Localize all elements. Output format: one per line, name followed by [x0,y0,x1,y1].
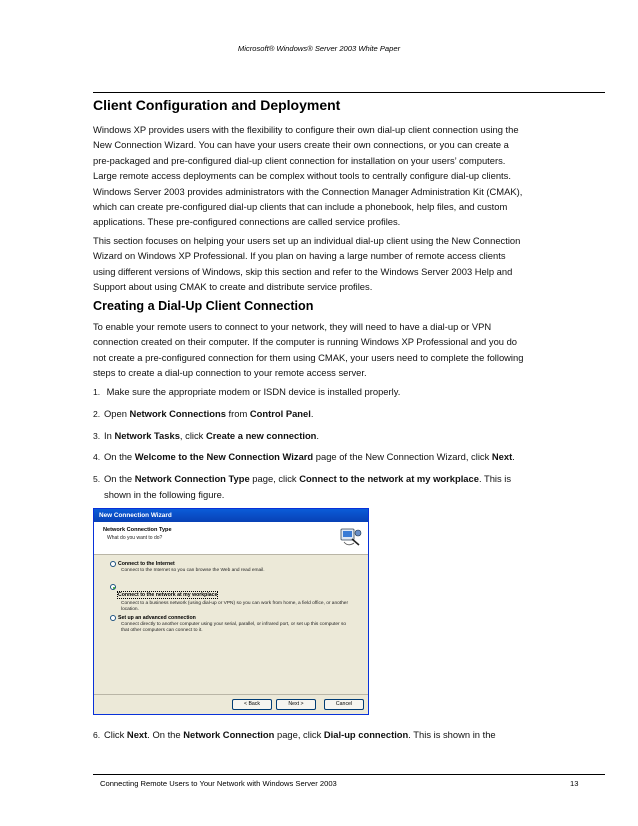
paragraph-enable-remote-users [93,319,603,381]
step-bold-text: Control Panel [249,408,311,419]
paragraph-intro [93,122,603,230]
step-bold-text: Dial-up connection [323,729,409,740]
step-text: . This is shown in the [408,729,496,740]
option-connect-workplace[interactable] [118,583,358,614]
step-number: 2. [93,409,101,419]
step-bold-text: Network Connection Type [134,473,250,484]
step-text: from [225,408,250,419]
text-line: using different versions of Windows, skip this section and refer to the Windows Server 2003 Help and [93,265,513,277]
step-text: . [316,430,320,441]
step-text: In [104,430,115,441]
footer-rule [93,774,605,775]
step-2 [93,406,603,422]
text-line: Wizard on Windows XP Professional. If you plan on having a large number of remote access clients [93,250,506,262]
step-text: page of the New Connection Wizard, click [313,451,492,462]
option-description: Connect to the Internet so you can browse the Web and read email. [121,568,265,573]
back-button[interactable]: < Back [232,699,272,710]
section-heading-client-configuration: Client Configuration and Deployment [93,97,341,113]
step-number: 6. [93,730,101,740]
step-bold-text: Welcome to the New Connection Wizard [134,451,314,462]
text-line: Windows XP provides users with the flexibility to configure their own dial-up client connection using the [93,124,519,135]
option-connect-internet[interactable] [118,560,358,574]
wizard-title-bar: New Connection Wizard [94,509,368,522]
text-line: connection created on their computer. If the computer is running Windows XP Professional and you do [93,336,518,348]
text-line: To enable your remote users to connect to your network, they will need to have a dial-up or VPN [93,321,492,332]
step-text: page, click [274,729,324,740]
option-label: Connect to the Internet [118,561,175,567]
text-line: New Connection Wizard. You can have your users create their own connections, or you can create a [93,139,509,151]
page-number: 13 [570,779,579,788]
text-line: Large remote access deployments can be complex without tools to centrally configure dial-up clients. [93,170,511,182]
step-text: , click [179,430,206,441]
page-header: Microsoft® Windows® Server 2003 White Paper [237,44,401,53]
option-label: Connect to the network at my workplace [118,592,218,598]
paragraph-section-focus [93,233,603,295]
text-line: applications. These pre-configured connections are called service profiles. [93,216,401,228]
step-bold-text: Network Tasks [114,430,180,441]
step-text: On the [104,451,135,462]
step-bold-text: Next [126,729,148,740]
step-text: . [310,408,314,419]
step-bold-text: Create a new connection [205,430,317,441]
next-button[interactable]: Next > [276,699,316,710]
text-line: steps to create a dial-up connection to your remote access server. [93,367,367,379]
option-advanced-connection[interactable] [118,614,358,635]
step-number: 5. [93,474,101,484]
step-text: . This is [478,473,512,484]
footer-document-title: Connecting Remote Users to Your Network with Windows Server 2003 [100,779,337,788]
step-bold-text: Network Connection [183,729,275,740]
text-line: This section focuses on helping your users set up an individual dial-up client using the New Connection [93,235,521,246]
step-3 [93,428,603,444]
radio-icon[interactable] [110,615,116,621]
text-line: Support about using CMAK to create and distribute service profiles. [93,281,373,293]
wizard-page-title: Network Connection Type [103,527,172,533]
network-connection-icon [338,525,362,549]
step-text: On the [104,473,135,484]
new-connection-wizard-screenshot [93,508,369,715]
step-text: page, click [249,473,300,484]
step-number: 1. [93,387,101,397]
text-line: which can create pre-configured dial-up clients that can include a phonebook, help files, and custom [93,201,508,213]
text-line: pre-packaged and pre-configured dial-up client connection for installation on your users’ computers. [93,154,506,166]
radio-selected-icon[interactable] [110,584,116,590]
wizard-page-subtitle: What do you want to do? [107,535,163,541]
step-bold-text: Network Connections [129,408,226,419]
wizard-footer-rule [94,694,368,695]
cancel-button[interactable]: Cancel [324,699,364,710]
step-4 [93,449,603,465]
step-text: Make sure the appropriate modem or ISDN device is installed properly. [106,386,401,397]
step-text: shown in the following figure. [104,489,225,501]
step-bold-text: Connect to the network at my workplace [299,473,479,484]
step-text: Click [104,729,127,740]
step-number: 4. [93,452,101,462]
option-description: Connect directly to another computer using your serial, parallel, or infrared port, or set up this computer so that other computers can connect to it. [121,622,347,634]
option-description: Connect to a business network (using dial-up or VPN) so you can work from home, a field office, or another location. [121,601,349,613]
step-1 [93,384,603,400]
step-text: Open [104,408,130,419]
step-text: . [512,451,515,462]
text-line: not create a pre-configured connection for them using CMAK, your users need to complete the following [93,351,524,363]
step-text: . On the [147,729,184,740]
section-heading-creating-dialup: Creating a Dial-Up Client Connection [93,299,314,313]
step-6 [93,727,603,743]
step-bold-text: Next [491,451,513,462]
wizard-header [94,522,368,555]
option-label: Set up an advanced connection [118,615,196,621]
header-rule [93,92,605,93]
step-number: 3. [93,431,101,441]
text-line: Windows Server 2003 provides administrators with the Connection Manager Administration Kit (CMAK), [93,185,523,197]
radio-icon[interactable] [110,561,116,567]
step-5 [93,471,603,503]
